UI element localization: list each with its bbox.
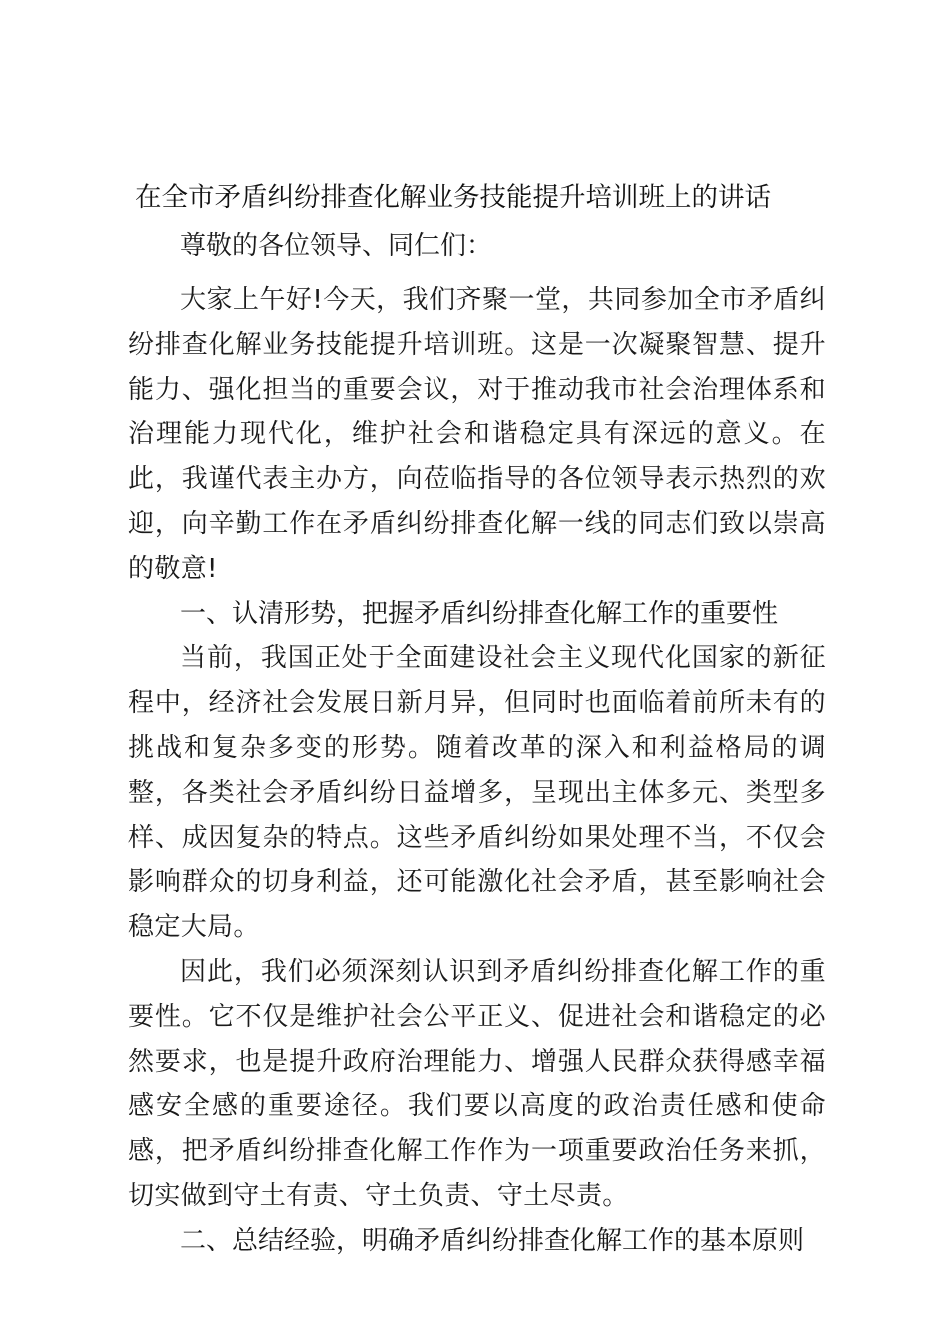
document-title: 在全市矛盾纠纷排查化解业务技能提升培训班上的讲话 (135, 182, 771, 213)
paragraph-situation: 当前，我国正处于全面建设社会主义现代化国家的新征程中，经济社会发展日新月异，但同时也面临着前所未有的挑战和复杂多变的形势。随着改革的深入和利益格局的调整，各类社会矛盾纠纷日益增多，呈现出主体多元、类型多样、成因复杂的特点。这些矛盾纠纷如果处理不当，不仅会影响群众的切身利益，还可能激化社会矛盾，甚至影响社会稳定大局。 (128, 643, 826, 943)
section-heading-1: 一、认清形势，把握矛盾纠纷排查化解工作的重要性 (180, 598, 779, 629)
paragraph-importance: 因此，我们必须深刻认识到矛盾纠纷排查化解工作的重要性。它不仅是维护社会公平正义、促进社会和谐稳定的必然要求，也是提升政府治理能力、增强人民群众获得感幸福感安全感的重要途径。我们要以高度的政治责任感和使命感，把矛盾纠纷排查化解工作作为一项重要政治任务来抓，切实做到守土有责、守土负责、守土尽责。 (128, 956, 826, 1211)
section-heading-2: 二、总结经验，明确矛盾纠纷排查化解工作的基本原则 (180, 1225, 805, 1256)
document-body (128, 170, 826, 1264)
salutation: 尊敬的各位领导、同仁们： (180, 231, 493, 261)
paragraph-opening: 大家上午好!今天，我们齐聚一堂，共同参加全市矛盾纠纷排查化解业务技能提升培训班。这是一次凝聚智慧、提升能力、强化担当的重要会议，对于推动我市社会治理体系和治理能力现代化，维护社会和谐稳定具有深远的意义。在此，我谨代表主办方，向莅临指导的各位领导表示热烈的欢迎，向辛勤工作在矛盾纠纷排查化解一线的同志们致以崇高的敬意! (128, 285, 826, 584)
